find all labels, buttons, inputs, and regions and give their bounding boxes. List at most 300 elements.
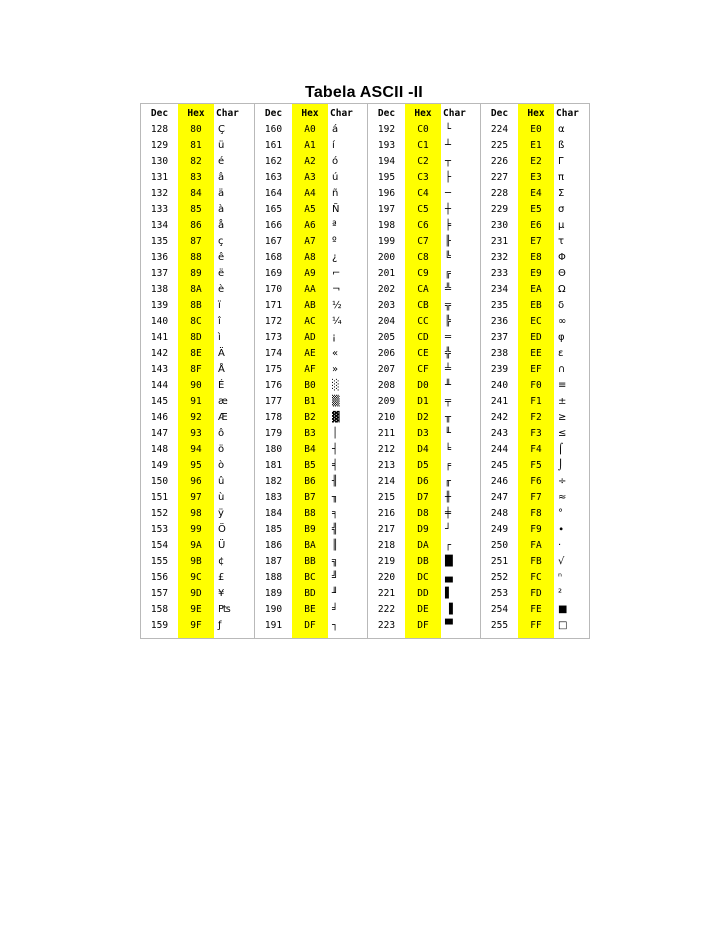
hex-cell: C7	[417, 236, 429, 247]
hex-cell: B2	[304, 412, 316, 423]
dec-cell: 169	[264, 268, 283, 279]
dec-cell: 129	[150, 140, 169, 151]
dec-cell: 232	[490, 252, 509, 263]
hex-cell: CC	[417, 316, 429, 327]
char-cell: ε	[558, 348, 564, 359]
char-cell: ò	[218, 460, 225, 471]
dec-cell: 234	[490, 284, 509, 295]
char-cell: ╓	[445, 476, 452, 487]
hex-cell: EA	[530, 284, 542, 295]
hex-cell: DD	[417, 588, 429, 599]
char-cell: π	[558, 172, 565, 183]
hex-cell: 8B	[190, 300, 202, 311]
dec-cell: 244	[490, 444, 509, 455]
dec-cell: 165	[264, 204, 283, 215]
dec-header: Dec	[264, 108, 283, 119]
dec-cell: 177	[264, 396, 283, 407]
char-cell: á	[332, 124, 339, 135]
char-cell: ▓	[332, 412, 340, 423]
dec-cell: 225	[490, 140, 509, 151]
column-group	[480, 104, 593, 638]
char-cell: ≤	[558, 428, 567, 439]
dec-cell: 146	[150, 412, 169, 423]
dec-cell: 240	[490, 380, 509, 391]
char-cell: ╙	[445, 428, 452, 439]
dec-cell: 211	[377, 428, 396, 439]
dec-cell: 170	[264, 284, 283, 295]
hex-cell: F7	[530, 492, 542, 503]
char-cell: ±	[558, 396, 567, 407]
hex-cell: DF	[304, 620, 316, 631]
char-cell: Ω	[558, 284, 566, 295]
char-cell: ç	[218, 236, 224, 247]
char-cell: ┤	[332, 444, 339, 455]
char-cell: ╩	[445, 284, 452, 295]
dec-header: Dec	[150, 108, 169, 119]
hex-cell: A1	[304, 140, 316, 151]
dec-cell: 207	[377, 364, 396, 375]
hex-cell: F3	[530, 428, 542, 439]
char-cell: ²	[558, 588, 563, 599]
hex-cell: 88	[190, 252, 202, 263]
char-cell: Ñ	[332, 204, 340, 215]
dec-cell: 135	[150, 236, 169, 247]
hex-cell: EE	[530, 348, 542, 359]
char-cell: £	[218, 572, 225, 583]
hex-cell: B4	[304, 444, 316, 455]
hex-cell: F5	[530, 460, 542, 471]
char-cell: ╫	[445, 492, 452, 503]
dec-cell: 171	[264, 300, 283, 311]
dec-cell: 133	[150, 204, 169, 215]
hex-cell: DC	[417, 572, 429, 583]
char-cell: ≥	[558, 412, 567, 423]
hex-cell: BA	[304, 540, 316, 551]
hex-cell: 9D	[190, 588, 202, 599]
dec-cell: 144	[150, 380, 169, 391]
hex-cell: E8	[530, 252, 542, 263]
hex-cell: 83	[190, 172, 202, 183]
dec-cell: 175	[264, 364, 283, 375]
hex-cell: E3	[530, 172, 542, 183]
char-cell: ï	[218, 300, 221, 311]
hex-cell: B9	[304, 524, 316, 535]
hex-cell: C4	[417, 188, 429, 199]
char-cell: ╛	[332, 604, 339, 615]
dec-cell: 184	[264, 508, 283, 519]
char-cell: φ	[558, 332, 565, 343]
char-cell: ▀	[445, 620, 453, 631]
dec-cell: 200	[377, 252, 396, 263]
hex-cell: C6	[417, 220, 429, 231]
char-cell: ╡	[332, 460, 339, 471]
char-cell: │	[332, 428, 339, 439]
hex-cell: A9	[304, 268, 316, 279]
dec-cell: 246	[490, 476, 509, 487]
hex-cell: BB	[304, 556, 316, 567]
char-header: Char	[443, 108, 466, 119]
hex-cell: 82	[190, 156, 202, 167]
dec-cell: 212	[377, 444, 396, 455]
dec-cell: 229	[490, 204, 509, 215]
char-cell: ┼	[445, 204, 452, 215]
char-cell: ∙	[558, 524, 565, 535]
char-cell: é	[218, 156, 225, 167]
dec-cell: 231	[490, 236, 509, 247]
dec-cell: 134	[150, 220, 169, 231]
hex-cell: A6	[304, 220, 316, 231]
char-cell: ÿ	[218, 508, 224, 519]
hex-header: Hex	[187, 108, 205, 119]
hex-cell: FE	[530, 604, 542, 615]
hex-cell: E7	[530, 236, 542, 247]
dec-cell: 159	[150, 620, 169, 631]
char-cell: ÷	[558, 476, 567, 487]
hex-cell: F2	[530, 412, 542, 423]
hex-cell: F8	[530, 508, 542, 519]
dec-cell: 198	[377, 220, 396, 231]
char-cell: ñ	[332, 188, 339, 199]
hex-cell: 87	[190, 236, 202, 247]
hex-cell: 8E	[190, 348, 202, 359]
hex-cell: 84	[190, 188, 202, 199]
dec-cell: 222	[377, 604, 396, 615]
char-cell: Φ	[558, 252, 566, 263]
hex-cell: AE	[304, 348, 316, 359]
dec-cell: 205	[377, 332, 396, 343]
char-cell: æ	[218, 396, 228, 407]
char-cell: ┘	[445, 524, 452, 535]
hex-cell: B8	[304, 508, 316, 519]
hex-cell: F9	[530, 524, 542, 535]
dec-cell: 199	[377, 236, 396, 247]
dec-cell: 151	[150, 492, 169, 503]
dec-cell: 180	[264, 444, 283, 455]
hex-cell: AC	[304, 316, 316, 327]
hex-cell: BD	[304, 588, 316, 599]
hex-cell: FF	[530, 620, 542, 631]
char-cell: ô	[218, 428, 225, 439]
hex-cell: 80	[190, 124, 202, 135]
dec-cell: 193	[377, 140, 396, 151]
dec-cell: 233	[490, 268, 509, 279]
dec-cell: 136	[150, 252, 169, 263]
char-cell: í	[332, 140, 335, 151]
dec-cell: 138	[150, 284, 169, 295]
char-cell: Θ	[558, 268, 566, 279]
dec-cell: 206	[377, 348, 396, 359]
dec-cell: 210	[377, 412, 396, 423]
char-cell: ■	[558, 604, 568, 615]
hex-cell: AB	[304, 300, 316, 311]
char-cell: ─	[445, 188, 452, 199]
hex-cell: CD	[417, 332, 429, 343]
hex-cell: DF	[417, 620, 429, 631]
dec-cell: 155	[150, 556, 169, 567]
hex-cell: BE	[304, 604, 316, 615]
hex-header: Hex	[527, 108, 545, 119]
dec-cell: 249	[490, 524, 509, 535]
hex-cell: CA	[417, 284, 429, 295]
dec-cell: 242	[490, 412, 509, 423]
dec-cell: 137	[150, 268, 169, 279]
dec-cell: 190	[264, 604, 283, 615]
hex-cell: B1	[304, 396, 316, 407]
hex-cell: 81	[190, 140, 202, 151]
hex-cell: EB	[530, 300, 542, 311]
dec-cell: 251	[490, 556, 509, 567]
hex-cell: F6	[530, 476, 542, 487]
hex-cell: 8D	[190, 332, 202, 343]
char-cell: ╬	[445, 348, 452, 359]
char-cell: ½	[332, 300, 342, 311]
char-cell: º	[332, 236, 337, 247]
hex-cell: D7	[417, 492, 429, 503]
char-cell: ∞	[558, 316, 567, 327]
char-cell: √	[558, 556, 565, 567]
column-group	[367, 104, 480, 638]
char-cell: ╠	[445, 316, 452, 327]
hex-cell: 99	[190, 524, 202, 535]
dec-cell: 254	[490, 604, 509, 615]
char-cell: ó	[332, 156, 339, 167]
dec-cell: 245	[490, 460, 509, 471]
dec-cell: 250	[490, 540, 509, 551]
char-cell: »	[332, 364, 339, 375]
char-header: Char	[330, 108, 353, 119]
char-cell: ╚	[445, 252, 452, 263]
dec-cell: 226	[490, 156, 509, 167]
hex-cell: 96	[190, 476, 202, 487]
char-cell: ¢	[218, 556, 225, 567]
dec-cell: 230	[490, 220, 509, 231]
char-cell: °	[558, 508, 563, 519]
hex-cell: A3	[304, 172, 316, 183]
dec-cell: 178	[264, 412, 283, 423]
char-cell: ∩	[558, 364, 566, 375]
hex-cell: 85	[190, 204, 202, 215]
dec-cell: 208	[377, 380, 396, 391]
hex-cell: D4	[417, 444, 429, 455]
dec-cell: 164	[264, 188, 283, 199]
dec-cell: 236	[490, 316, 509, 327]
char-cell: ƒ	[218, 620, 222, 631]
column-group	[254, 104, 367, 638]
hex-cell: E0	[530, 124, 542, 135]
char-cell: ⌐	[332, 268, 341, 279]
dec-cell: 179	[264, 428, 283, 439]
dec-cell: 213	[377, 460, 396, 471]
char-cell: ▒	[332, 396, 340, 407]
dec-cell: 168	[264, 252, 283, 263]
dec-cell: 224	[490, 124, 509, 135]
dec-cell: 239	[490, 364, 509, 375]
dec-cell: 173	[264, 332, 283, 343]
dec-cell: 128	[150, 124, 169, 135]
hex-cell: 89	[190, 268, 202, 279]
column-group	[141, 104, 253, 638]
hex-cell: CE	[417, 348, 429, 359]
page-title: Tabela ASCII -II	[305, 84, 423, 101]
hex-cell: D6	[417, 476, 429, 487]
char-cell: ░	[332, 380, 340, 391]
char-cell: ┬	[445, 156, 452, 167]
char-cell: É	[218, 380, 225, 391]
char-cell: å	[218, 220, 225, 231]
dec-cell: 187	[264, 556, 283, 567]
dec-cell: 235	[490, 300, 509, 311]
dec-cell: 194	[377, 156, 396, 167]
hex-cell: FC	[530, 572, 542, 583]
dec-cell: 167	[264, 236, 283, 247]
dec-cell: 161	[264, 140, 283, 151]
char-cell: ü	[218, 140, 225, 151]
char-cell: ≈	[558, 492, 567, 503]
char-cell: ╣	[332, 524, 339, 535]
hex-cell: C8	[417, 252, 429, 263]
hex-cell: E4	[530, 188, 542, 199]
dec-cell: 185	[264, 524, 283, 535]
dec-cell: 243	[490, 428, 509, 439]
dec-cell: 143	[150, 364, 169, 375]
dec-cell: 248	[490, 508, 509, 519]
hex-cell: 9A	[190, 540, 202, 551]
hex-cell: 9F	[190, 620, 202, 631]
dec-cell: 149	[150, 460, 169, 471]
dec-cell: 237	[490, 332, 509, 343]
dec-cell: 166	[264, 220, 283, 231]
hex-cell: 92	[190, 412, 202, 423]
dec-cell: 130	[150, 156, 169, 167]
hex-cell: F4	[530, 444, 542, 455]
char-cell: □	[558, 620, 568, 631]
char-cell: ·	[558, 540, 562, 551]
hex-cell: 8C	[190, 316, 202, 327]
hex-cell: AD	[304, 332, 316, 343]
hex-cell: D9	[417, 524, 429, 535]
char-cell: ║	[332, 540, 339, 551]
hex-cell: EC	[530, 316, 542, 327]
hex-cell: A8	[304, 252, 316, 263]
char-cell: ▄	[445, 572, 453, 583]
char-cell: ╟	[445, 236, 452, 247]
char-cell: ª	[332, 220, 337, 231]
char-cell: â	[218, 172, 225, 183]
char-cell: î	[218, 316, 221, 327]
char-cell: Ä	[218, 348, 225, 359]
char-cell: ▌	[445, 588, 453, 599]
char-cell: ╗	[332, 556, 339, 567]
hex-cell: FD	[530, 588, 542, 599]
dec-cell: 148	[150, 444, 169, 455]
dec-cell: 158	[150, 604, 169, 615]
dec-cell: 160	[264, 124, 283, 135]
dec-cell: 219	[377, 556, 396, 567]
hex-cell: 9B	[190, 556, 202, 567]
dec-cell: 197	[377, 204, 396, 215]
dec-cell: 172	[264, 316, 283, 327]
char-cell: Æ	[218, 412, 228, 423]
char-cell: ╜	[332, 588, 339, 599]
char-cell: ¥	[218, 588, 225, 599]
hex-cell: B3	[304, 428, 316, 439]
char-cell: è	[218, 284, 225, 295]
dec-cell: 218	[377, 540, 396, 551]
char-cell: ⌡	[558, 460, 564, 471]
char-cell: ╔	[445, 268, 452, 279]
dec-cell: 228	[490, 188, 509, 199]
hex-cell: C9	[417, 268, 429, 279]
char-cell: ╒	[445, 460, 452, 471]
char-cell: ╤	[445, 396, 452, 407]
hex-cell: FA	[530, 540, 542, 551]
hex-cell: B0	[304, 380, 316, 391]
hex-cell: A0	[304, 124, 316, 135]
dec-cell: 174	[264, 348, 283, 359]
char-cell: ╖	[332, 492, 339, 503]
hex-cell: E5	[530, 204, 542, 215]
hex-cell: CB	[417, 300, 429, 311]
dec-cell: 189	[264, 588, 283, 599]
char-cell: ≡	[558, 380, 567, 391]
dec-cell: 241	[490, 396, 509, 407]
char-cell: Ö	[218, 524, 226, 535]
char-cell: ┴	[445, 140, 452, 151]
hex-cell: 95	[190, 460, 202, 471]
char-cell: ¬	[332, 284, 341, 295]
char-cell: ╥	[445, 412, 452, 423]
char-cell: µ	[558, 220, 565, 231]
dec-cell: 215	[377, 492, 396, 503]
dec-cell: 181	[264, 460, 283, 471]
dec-cell: 141	[150, 332, 169, 343]
char-cell: ö	[218, 444, 225, 455]
char-cell: ╪	[445, 508, 452, 519]
dec-cell: 163	[264, 172, 283, 183]
hex-cell: A2	[304, 156, 316, 167]
hex-cell: DA	[417, 540, 429, 551]
dec-cell: 201	[377, 268, 396, 279]
hex-cell: 94	[190, 444, 202, 455]
char-cell: Ü	[218, 540, 226, 551]
dec-cell: 139	[150, 300, 169, 311]
dec-cell: 223	[377, 620, 396, 631]
hex-cell: 8A	[190, 284, 202, 295]
hex-cell: 98	[190, 508, 202, 519]
char-cell: ß	[558, 140, 565, 151]
char-cell: ¡	[332, 332, 337, 343]
dec-cell: 247	[490, 492, 509, 503]
hex-cell: 90	[190, 380, 202, 391]
dec-cell: 152	[150, 508, 169, 519]
hex-cell: E6	[530, 220, 542, 231]
hex-cell: D1	[417, 396, 429, 407]
dec-cell: 153	[150, 524, 169, 535]
char-cell: τ	[558, 236, 565, 247]
hex-header: Hex	[414, 108, 432, 119]
dec-cell: 195	[377, 172, 396, 183]
char-cell: ù	[218, 492, 225, 503]
hex-cell: D2	[417, 412, 429, 423]
dec-cell: 186	[264, 540, 283, 551]
hex-cell: ED	[530, 332, 542, 343]
dec-cell: 217	[377, 524, 396, 535]
hex-cell: 91	[190, 396, 202, 407]
char-cell: ⁿ	[558, 572, 562, 583]
hex-cell: FB	[530, 556, 542, 567]
hex-cell: D0	[417, 380, 429, 391]
dec-cell: 156	[150, 572, 169, 583]
